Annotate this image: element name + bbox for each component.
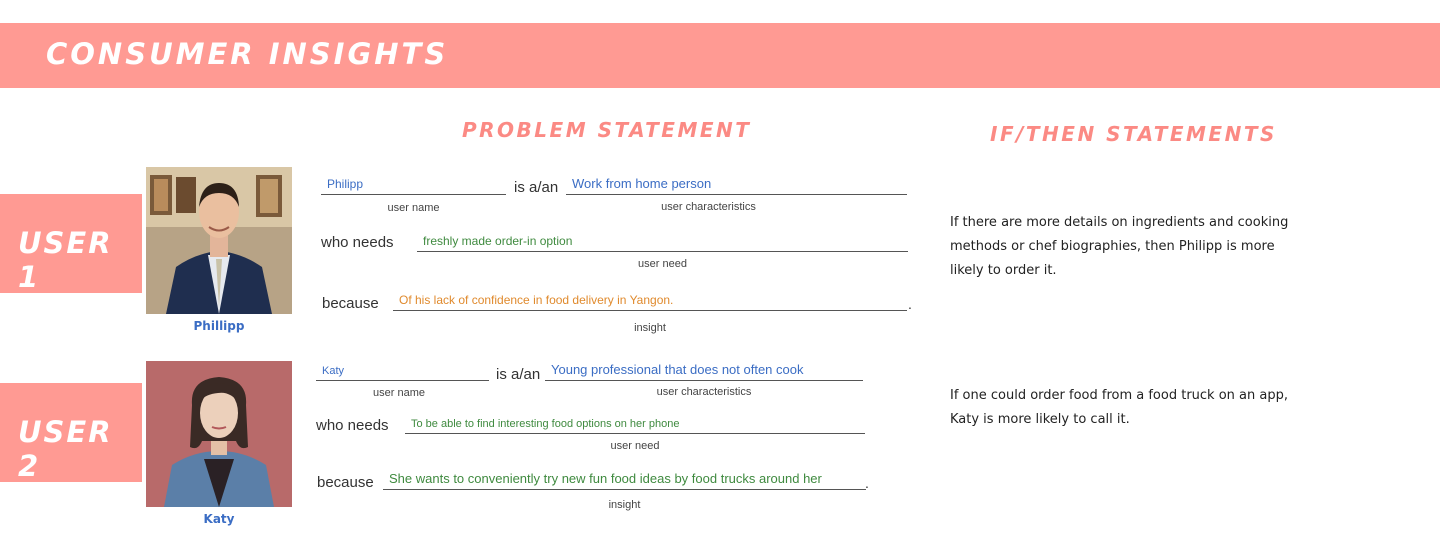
user-2-characteristics-value: Young professional that does not often cook	[551, 362, 804, 377]
user-1-name-field	[321, 172, 506, 195]
user-1-characteristics-field	[566, 172, 907, 195]
if-then-heading: IF/THEN STATEMENTS	[990, 122, 1277, 146]
user-1-because-label: because	[322, 295, 379, 312]
user-2-is-a-label: is a/an	[496, 366, 541, 383]
user-2-tag	[0, 383, 142, 482]
user-2-name-field	[316, 358, 489, 381]
user-2-caption: Katy	[203, 512, 235, 526]
user-1-user-name-caption: user name	[387, 202, 440, 214]
user-1-user-need-caption: user need	[638, 258, 687, 270]
user-1-insight-field	[393, 288, 907, 311]
user-2-if-then-statement: If one could order food from a food truck on an app, Katy is more likely to call it.	[950, 388, 1288, 427]
user-2-period: .	[865, 475, 869, 491]
user-1-name-value: Philipp	[327, 177, 364, 191]
problem-statement-heading: PROBLEM STATEMENT	[462, 118, 752, 142]
user-2-user-need-caption: user need	[610, 440, 660, 452]
header-banner	[0, 23, 1440, 88]
user-2-insight-value: She wants to conveniently try new fun food ideas by food trucks around her	[389, 471, 822, 486]
user-1-user-characteristics-caption: user characteristics	[661, 201, 756, 213]
user-1-insight-caption: insight	[634, 322, 666, 334]
user-1-caption: Phillipp	[193, 319, 245, 333]
user-2-insight-caption: insight	[608, 499, 641, 511]
user-2-user-characteristics-caption: user characteristics	[656, 386, 752, 398]
user-1-tag-label: USER 1	[18, 226, 113, 294]
user-1-characteristics-value: Work from home person	[572, 176, 712, 191]
user-1-who-needs-label: who needs	[321, 234, 394, 251]
user-2-because-label: because	[317, 474, 374, 491]
page-title: CONSUMER INSIGHTS	[46, 37, 449, 71]
user-2-photo	[146, 361, 292, 507]
user-1-tag	[0, 194, 142, 293]
user-2-name-value: Katy	[322, 365, 345, 377]
user-1-insight-value: Of his lack of confidence in food delivery in Yangon.	[399, 293, 674, 307]
user-2-characteristics-field	[545, 358, 863, 381]
user-2-tag-label: USER 2	[18, 415, 113, 483]
user-2-need-value: To be able to find interesting food options on her phone	[411, 418, 680, 430]
user-1-is-a-label: is a/an	[514, 179, 559, 196]
user-1-need-field	[417, 229, 908, 252]
user-2-who-needs-label: who needs	[316, 417, 389, 434]
user-2-insight-field	[383, 467, 866, 490]
user-1-if-then-statement: If there are more details on ingredients and cooking methods or chef biographies, then Philipp is more likely to order it.	[950, 215, 1289, 278]
user-2-need-field	[405, 411, 865, 434]
user-1-need-value: freshly made order-in option	[423, 234, 573, 248]
user-1-period: .	[908, 296, 912, 312]
user-1-photo	[146, 167, 292, 314]
user-2-user-name-caption: user name	[373, 387, 425, 399]
